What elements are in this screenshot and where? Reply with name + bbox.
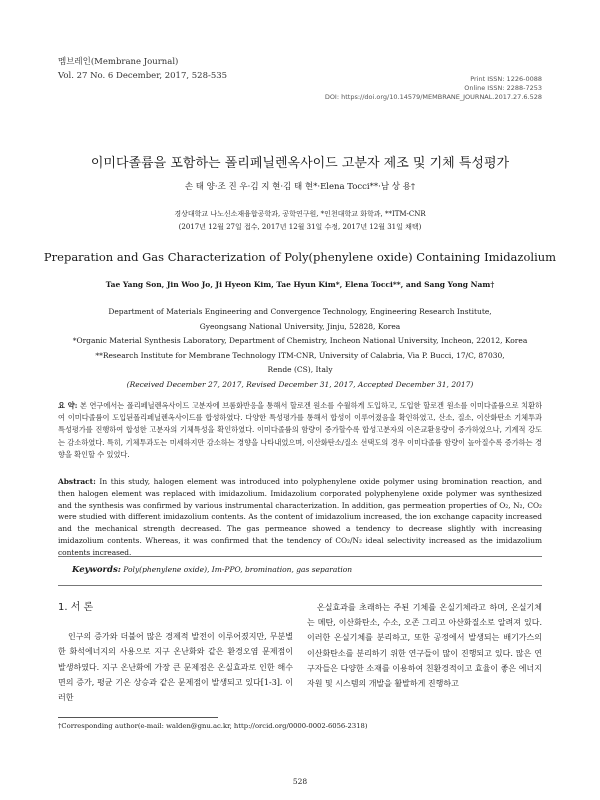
keywords-label: Keywords: (72, 565, 121, 575)
body-right-column (307, 600, 542, 691)
korean-affiliation (0, 208, 600, 234)
keywords (72, 565, 542, 575)
keywords-top-rule (58, 556, 542, 557)
affiliation-line-3: *Organic Material Synthesis Laboratory, Department of Chemistry, Incheon National University, Incheon, 22012, Korea (72, 336, 528, 345)
korean-authors: 손 태 양·조 진 우·김 지 현·김 태 현*·Elena Tocci**·남 상 용† (184, 182, 416, 192)
journal-name: 멤브레인(Membrane Journal) (58, 57, 179, 67)
body-left-column (58, 600, 293, 705)
english-affiliation (40, 305, 560, 392)
affiliation-line-4: **Research Institute for Membrane Technology ITM-CNR, University of Calabria, Via P. Bucci, 17/C, 87030, (95, 350, 505, 360)
doi[interactable]: DOI: https://doi.org/10.14579/MEMBRANE_JOURNAL.2017.27.6.528 (324, 93, 542, 101)
keywords-bottom-rule (58, 585, 542, 586)
volume-line: Vol. 27 No. 6 December, 2017, 528-535 (58, 71, 228, 81)
affiliation-line-1: Department of Materials Engineering and Convergence Technology, Engineering Research Institute, (108, 307, 492, 316)
korean-abstract (58, 400, 542, 461)
affiliation-line-5: Rende (CS), Italy (267, 365, 333, 374)
affiliation-line-2: Gyeongsang National University, Jinju, 52828, Korea (199, 321, 401, 331)
section-heading: 1. 서 론 (58, 602, 94, 613)
english-abstract-text: In this study, halogen element was introduced into polyphenylene oxide polymer using bromination reaction, and then halogen element was replaced with imidazolium. Imidazolium corporated polyphenylene oxide polymer was synthesized and the synthesis was confirmed by various instrumental characterization. In addition, gas permeation properties of O₂, N₂, CO₂ were studied with different imidazolium contents. As the content of imidazolium increased, the ion exchange capacity increased and the mechanical strength decreased. The gas permeance showed a tendency to decrease slightly with increasing imidazolium contents. Whereas, it was confirmed that the tendency of CO₂/N₂ ideal selectivity increased as the imidazolium contents increased. (58, 477, 542, 557)
keywords-text: Poly(phenylene oxide), Im-PPO, bromination, gas separation (123, 565, 353, 574)
issn-block (325, 75, 542, 102)
footnote-rule (58, 717, 218, 718)
korean-abstract-label: 요 약: (58, 401, 78, 410)
received-dates: (Received December 27, 2017, Revised December 31, 2017, Accepted December 31, 2017) (126, 379, 474, 389)
english-title: Preparation and Gas Characterization of Poly(phenylene oxide) Containing Imidazolium (43, 250, 557, 264)
korean-affiliation-line: 경상대학교 나노신소재융합공학과, 공학연구원, *인천대학교 화학과, **ITM-CNR (174, 210, 426, 218)
right-paragraph: 온실효과를 초래하는 주된 기체를 온실기체라고 하며, 온실기체는 메탄, 이산화탄소, 수소, 오존 그리고 아산화질소로 알려져 있다. 이러한 온실기체를 분리하고, 또한 공정에서 발생되는 배기가스의 이산화탄소를 분리하기 위한 연구들이 많이 진행되고 있다. 많은 연구자들은 다양한 소재를 이용하여 친환경적이고 효율이 좋은 에너지 자원 및 시스템의 개발을 활발하게 진행하고 (307, 603, 542, 689)
page-number: 528 (292, 777, 308, 786)
left-paragraph: 인구의 증가와 더불어 많은 경제적 발전이 이루어졌지만, 무분별한 화석에너지의 사용으로 지구 온난화와 같은 환경오염 문제점이 발생하였다. 지구 온난화에 가장 큰 문제점은 온실효과로 인한 해수면의 증가, 평균 기온 상승과 같은 문제점이 발생되고 있다[1-3]. 이러한 (58, 632, 293, 703)
english-abstract-label: Abstract: (58, 477, 96, 486)
print-issn: Print ISSN: 1226-0088 (470, 75, 542, 83)
online-issn: Online ISSN: 2288-7253 (464, 84, 542, 92)
journal-header (58, 55, 227, 83)
korean-title: 이미다졸륨을 포함하는 폴리페닐렌옥사이드 고분자 제조 및 기체 특성평가 (90, 156, 510, 171)
english-authors: Tae Yang Son, Jin Woo Jo, Ji Hyeon Kim, Tae Hyun Kim*, Elena Tocci**, and Sang Yong Nam† (105, 280, 495, 289)
korean-dates: (2017년 12월 27일 접수, 2017년 12월 31일 수정, 2017년 12월 31일 채택) (178, 223, 422, 231)
footnote: †Corresponding author(e-mail: walden@gnu.ac.kr, http://orcid.org/0000-0002-6056-2318) (58, 722, 368, 730)
korean-abstract-text: 본 연구에서는 폴리페닐렌옥사이드 고분자에 브롬화반응을 통해서 할로겐 원소를 수월하게 도입하고, 도입한 할로겐 원소를 이미다졸륨으로 치환하여 이미다졸륨이 도입된폴리페닐렌옥사이드를 합성하였다. 다양한 특성평가를 통해서 합성이 이루어졌음을 확인하였고, 산소, 질소, 이산화탄소 기체투과 특성평가를 진행하여 합성한 고분자의 기체특성을 확인하였다. 이미다졸륨의 함량이 증가할수록 합성고분자의 이온교환용량이 증가하였으나, 기계적 강도는 감소하였다. 특히, 기체투과도는 미세하지만 감소하는 경향을 나타내었으며, 이산화탄소/질소 선택도의 경우 이미다졸륨 함량이 높아질수록 증가하는 경향을 확인할 수 있었다. (58, 401, 543, 459)
english-abstract (58, 476, 542, 559)
